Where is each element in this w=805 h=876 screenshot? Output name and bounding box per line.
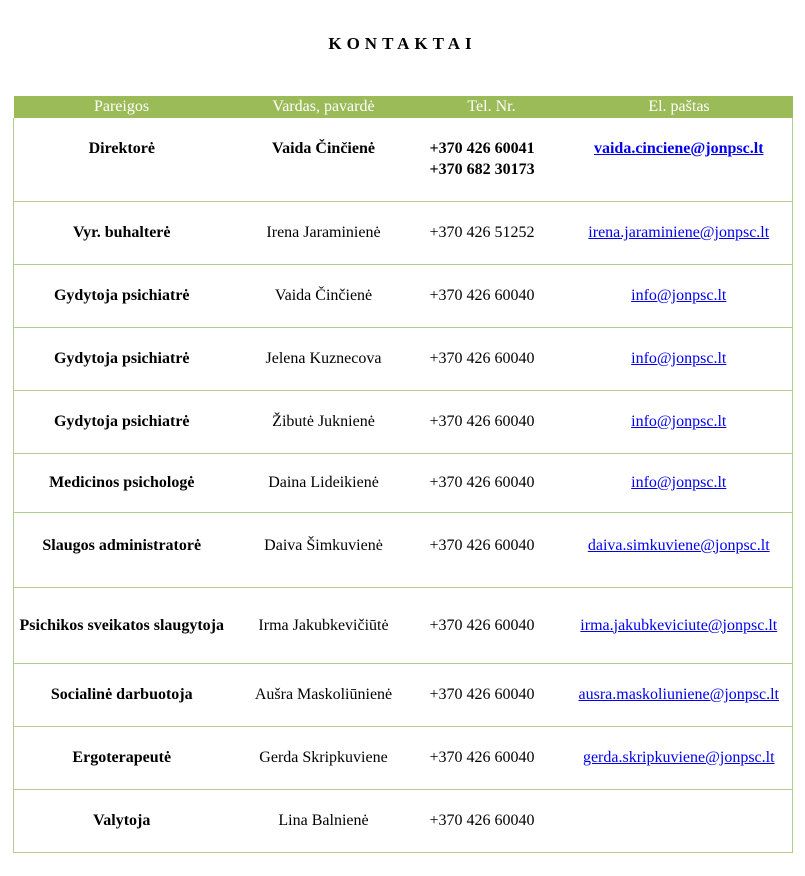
table-row bbox=[14, 201, 793, 264]
table-header bbox=[14, 96, 793, 118]
role-cell: Gydytoja psichiatrė bbox=[14, 390, 230, 453]
table-body bbox=[14, 118, 793, 852]
email-link[interactable]: info@jonpsc.lt bbox=[631, 350, 727, 367]
header-row bbox=[14, 96, 793, 118]
table-row bbox=[14, 327, 793, 390]
table-row bbox=[14, 789, 793, 852]
email-cell bbox=[566, 512, 793, 587]
email-link[interactable]: ausra.maskoliuniene@jonpsc.lt bbox=[578, 686, 779, 703]
phone-cell: +370 426 60040 bbox=[418, 587, 566, 663]
contacts-table bbox=[13, 96, 793, 853]
email-cell bbox=[566, 663, 793, 726]
role-cell: Valytoja bbox=[14, 789, 230, 852]
phone-cell: +370 426 51252 bbox=[418, 201, 566, 264]
table-row bbox=[14, 453, 793, 512]
email-cell bbox=[566, 390, 793, 453]
email-cell bbox=[566, 201, 793, 264]
header-email: El. paštas bbox=[648, 98, 710, 115]
phone-number: +370 682 30173 bbox=[429, 161, 535, 178]
email-link[interactable]: irena.jaraminiene@jonpsc.lt bbox=[588, 224, 770, 241]
table-row bbox=[14, 390, 793, 453]
phone-cell: +370 426 60040 bbox=[418, 264, 566, 327]
name-cell: Daiva Šimkuvienė bbox=[230, 512, 418, 587]
email-cell bbox=[566, 587, 793, 663]
phone-cell: +370 426 60040 bbox=[418, 512, 566, 587]
name-cell: Lina Balnienė bbox=[230, 789, 418, 852]
email-link[interactable]: gerda.skripkuviene@jonpsc.lt bbox=[582, 749, 775, 766]
role-cell: Medicinos psichologė bbox=[14, 453, 230, 512]
name-cell: Jelena Kuznecova bbox=[230, 327, 418, 390]
email-cell bbox=[566, 789, 793, 852]
role-cell: Slaugos administratorė bbox=[14, 512, 230, 587]
email-link[interactable]: vaida.cinciene@jonpsc.lt bbox=[593, 140, 764, 157]
name-cell: Irma Jakubkevičiūtė bbox=[230, 587, 418, 663]
phone-cell: +370 426 60040 bbox=[418, 789, 566, 852]
email-link[interactable]: irma.jakubkeviciute@jonpsc.lt bbox=[580, 616, 778, 634]
name-cell: Vaida Činčienė bbox=[230, 118, 418, 201]
name-cell: Vaida Činčienė bbox=[230, 264, 418, 327]
role-cell: Direktorė bbox=[14, 118, 230, 201]
header-position: Pareigos bbox=[93, 98, 150, 115]
role-cell: Gydytoja psichiatrė bbox=[14, 264, 230, 327]
table-row bbox=[14, 726, 793, 789]
email-cell bbox=[566, 327, 793, 390]
role-cell: Gydytoja psichiatrė bbox=[14, 327, 230, 390]
email-link[interactable]: daiva.simkuviene@jonpsc.lt bbox=[587, 536, 770, 554]
table-row bbox=[14, 264, 793, 327]
role-cell: Psichikos sveikatos slaugytoja bbox=[14, 587, 230, 663]
role-cell: Vyr. buhalterė bbox=[14, 201, 230, 264]
table-row bbox=[14, 118, 793, 201]
phone-cell: +370 426 60040 bbox=[418, 327, 566, 390]
email-cell bbox=[566, 453, 793, 512]
email-cell bbox=[566, 726, 793, 789]
phone-cell: +370 426 60040 bbox=[418, 663, 566, 726]
phone-cell bbox=[418, 118, 566, 201]
role-cell: Socialinė darbuotoja bbox=[14, 663, 230, 726]
name-cell: Aušra Maskoliūnienė bbox=[230, 663, 418, 726]
phone-cell: +370 426 60040 bbox=[418, 726, 566, 789]
header-name: Vardas, pavardė bbox=[272, 98, 375, 115]
email-cell bbox=[566, 264, 793, 327]
table-row bbox=[14, 663, 793, 726]
name-cell: Daina Lideikienė bbox=[230, 453, 418, 512]
role-cell: Ergoterapeutė bbox=[14, 726, 230, 789]
name-cell: Irena Jaraminienė bbox=[230, 201, 418, 264]
table-row bbox=[14, 512, 793, 587]
table-row bbox=[14, 587, 793, 663]
email-cell bbox=[566, 118, 793, 201]
page-title: KONTAKTAI bbox=[328, 34, 477, 53]
email-link[interactable]: info@jonpsc.lt bbox=[631, 287, 727, 304]
name-cell: Gerda Skripkuviene bbox=[230, 726, 418, 789]
email-link[interactable]: info@jonpsc.lt bbox=[631, 474, 727, 491]
header-phone: Tel. Nr. bbox=[467, 98, 516, 115]
phone-number: +370 426 60041 bbox=[429, 140, 535, 157]
email-link[interactable]: info@jonpsc.lt bbox=[631, 413, 727, 430]
phone-cell: +370 426 60040 bbox=[418, 390, 566, 453]
name-cell: Žibutė Juknienė bbox=[230, 390, 418, 453]
phone-cell: +370 426 60040 bbox=[418, 453, 566, 512]
